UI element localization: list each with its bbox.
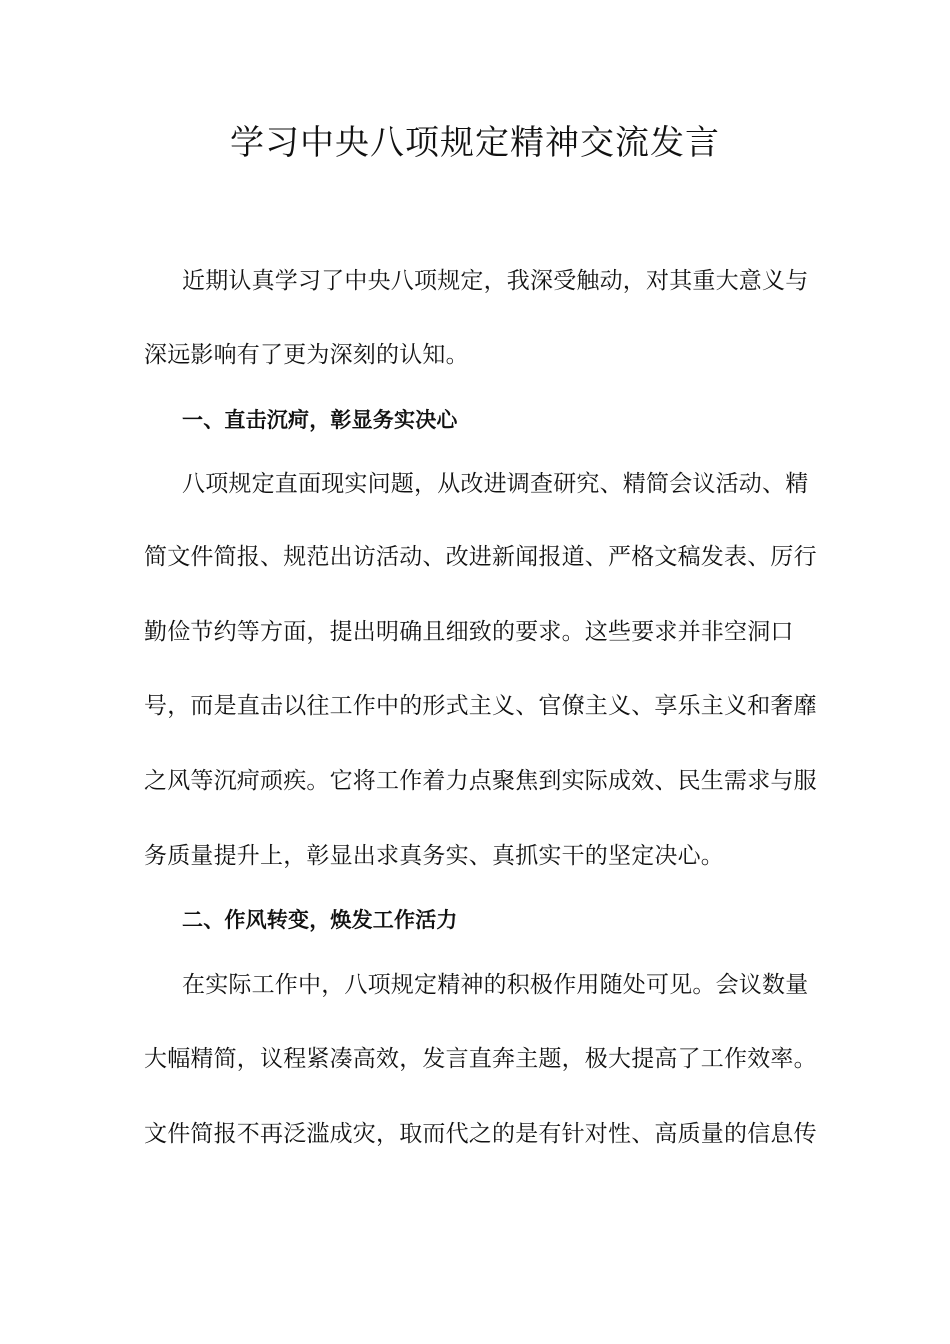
paragraph-line: 之风等沉疴顽疾。它将工作着力点聚焦到实际成效、民生需求与服 <box>144 768 817 794</box>
document-title: 学习中央八项规定精神交流发言 <box>230 123 720 163</box>
paragraph-line: 在实际工作中，八项规定精神的积极作用随处可见。会议数量 <box>182 972 809 998</box>
paragraph-line: 近期认真学习了中央八项规定，我深受触动，对其重大意义与 <box>182 268 809 294</box>
paragraph-line: 务质量提升上，彰显出求真务实、真抓实干的坚定决心。 <box>144 843 724 869</box>
section-heading: 二、作风转变，焕发工作活力 <box>182 908 458 932</box>
paragraph-line: 深远影响有了更为深刻的认知。 <box>144 342 469 368</box>
paragraph-line: 文件简报不再泛滥成灾，取而代之的是有针对性、高质量的信息传 <box>144 1121 817 1147</box>
paragraph-line: 简文件简报、规范出访活动、改进新闻报道、严格文稿发表、厉行 <box>144 544 817 570</box>
paragraph-line: 号，而是直击以往工作中的形式主义、官僚主义、享乐主义和奢靡 <box>144 693 817 719</box>
paragraph-line: 八项规定直面现实问题，从改进调查研究、精简会议活动、精 <box>182 471 809 497</box>
section-heading: 一、直击沉疴，彰显务实决心 <box>182 408 458 432</box>
paragraph-line: 大幅精简，议程紧凑高效，发言直奔主题，极大提高了工作效率。 <box>144 1046 817 1072</box>
paragraph-line: 勤俭节约等方面，提出明确且细致的要求。这些要求并非空洞口 <box>144 619 794 645</box>
